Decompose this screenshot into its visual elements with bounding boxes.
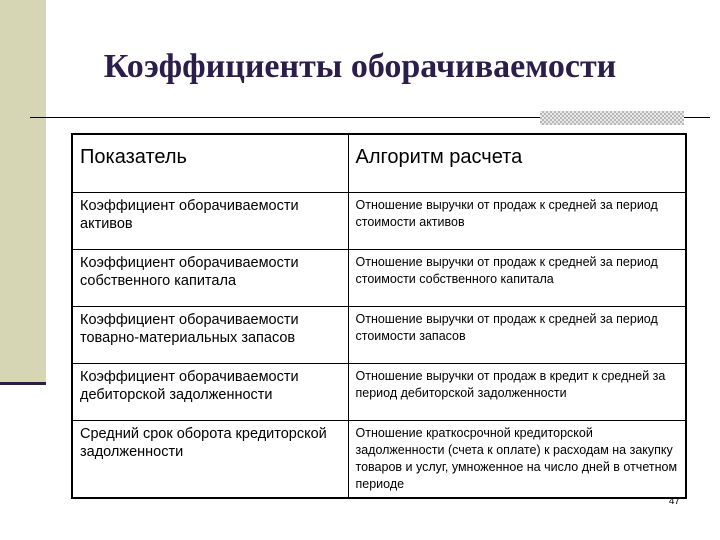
page-number: 47 — [668, 496, 680, 507]
algorithm-cell: Отношение выручки от продаж к средней за период стоимости активов — [348, 193, 686, 250]
side-decor-bar — [0, 0, 46, 382]
indicator-cell: Коэффициент оборачиваемости собственного капитала — [72, 250, 348, 307]
header-indicator: Показатель — [72, 134, 348, 193]
side-decor-underline — [0, 382, 46, 385]
table-row — [72, 250, 686, 307]
indicator-cell: Коэффициент оборачиваемости активов — [72, 193, 348, 250]
table-row — [72, 307, 686, 364]
indicator-cell: Коэффициент оборачиваемости дебиторской задолженности — [72, 364, 348, 421]
table-row — [72, 193, 686, 250]
header-algorithm: Алгоритм расчета — [348, 134, 686, 193]
indicator-cell: Средний срок оборота кредиторской задолженности — [72, 421, 348, 499]
checker-decor — [540, 111, 684, 125]
indicator-cell: Коэффициент оборачиваемости товарно-материальных запасов — [72, 307, 348, 364]
algorithm-cell: Отношение краткосрочной кредиторской задолженности (счета к оплате) к расходам на закупку товаров и услуг, умноженное на число дней в отчетном периоде — [348, 421, 686, 499]
algorithm-cell: Отношение выручки от продаж к средней за период стоимости запасов — [348, 307, 686, 364]
algorithm-cell: Отношение выручки от продаж в кредит к средней за период дебиторской задолженности — [348, 364, 686, 421]
slide-title: Коэффициенты оборачиваемости — [103, 48, 617, 85]
table-row — [72, 364, 686, 421]
table-row — [72, 421, 686, 499]
algorithm-cell: Отношение выручки от продаж к средней за период стоимости собственного капитала — [348, 250, 686, 307]
metrics-table — [71, 133, 687, 499]
table-header-row — [72, 134, 686, 193]
